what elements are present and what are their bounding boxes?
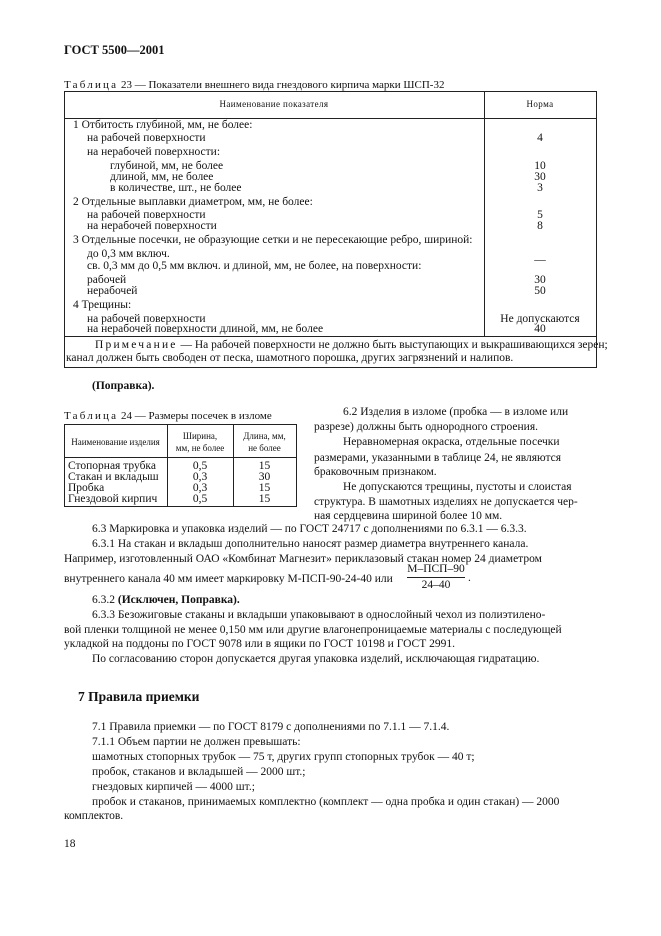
table23-row-value: 4 [537, 132, 543, 144]
table23-row-label: св. 0,3 мм до 0,5 мм включ. и длиной, мм, не более, на поверхности: [87, 260, 422, 272]
table23-row-value: — [534, 254, 546, 266]
paragraph-7-1-1-item: гнездовых кирпичей — 4000 шт.; [92, 781, 255, 793]
table23-row-value: 8 [537, 220, 543, 232]
paragraph-7-1-1-item: шамотных стопорных трубок — 75 т, других групп стопорных трубок — 40 т; [92, 751, 475, 763]
table23-left-border [64, 91, 65, 367]
table23-row-label: 1 Отбитость глубиной, мм, не более: [73, 119, 253, 131]
table24-cell-name: Пробка [68, 482, 105, 494]
table24-cell-width: 0,3 [192, 482, 208, 494]
table24-cell-name: Стопорная трубка [68, 460, 156, 472]
table24-cell-length: 15 [258, 460, 271, 472]
table23-row-label: 2 Отдельные выплавки диаметром, мм, не более: [73, 196, 313, 208]
paragraph-6-2-line: Не допускаются трещины, пустоты и слоистая [343, 481, 572, 493]
table23-col-norm-header: Норма [526, 99, 554, 109]
table24-cell-width: 0,5 [192, 493, 208, 505]
paragraph-6-3-1-line1: 6.3.1 На стакан и вкладыш дополнительно наносят размер диаметра внутреннего канала. [92, 538, 529, 550]
table23-row-value: 40 [534, 323, 546, 335]
fraction-bar [407, 577, 465, 578]
table24-cell-length: 15 [258, 493, 271, 505]
table24-col-name-header: Наименование изделия [71, 437, 160, 447]
table23-row-value: 30 [534, 274, 546, 286]
table23-row-label: до 0,3 мм включ. [87, 248, 170, 260]
paragraph-7-1-1-item: пробок и стаканов, принимаемых комплектно (комплект — одна пробка и один стакан) — 2000 [92, 796, 560, 808]
table23-row-value: Не допускаются [500, 313, 580, 325]
table23-row-value: 5 [537, 209, 543, 221]
table23-note-line1 [95, 339, 608, 352]
paragraph-6-3-1-line3: внутреннего канала 40 мм имеет маркировку М-ПСП-90-24-40 или [64, 573, 393, 585]
paragraph-6-3-1-line2: Например, изготовленный ОАО «Комбинат Магнезит» периклазовый стакан номер 24 диаметром [64, 553, 542, 565]
table23-row-label: 4 Трещины: [73, 299, 132, 311]
table23-note-word: Примечание [95, 339, 178, 351]
table24-caption [64, 410, 272, 423]
table23-row-label: на рабочей поверхности [87, 313, 206, 325]
table23-col-name-header: Наименование показателя [219, 99, 329, 109]
paragraph-6-3-3-line3: укладкой на поддоны по ГОСТ 9078 или в ящики по ГОСТ 10198 и ГОСТ 2991. [64, 638, 455, 650]
table23-row-label: на нерабочей поверхности длиной, мм, не более [87, 323, 324, 335]
paragraph-6-3-2-number: 6.3.2 [92, 594, 115, 606]
table23-note-line2: канал должен быть свободен от песка, шамотного порошка, других загрязнений и налипов. [66, 352, 514, 364]
table24-caption-word: Таблица [64, 410, 119, 422]
table24-header-border [64, 457, 297, 458]
paragraph-7-1-1-item-cont: комплектов. [64, 810, 124, 822]
table24-cell-width: 0,5 [192, 460, 208, 472]
paragraph-6-2-line: размерами, указанными в таблице 24, не являются [314, 452, 562, 464]
table24-cell-length: 15 [258, 482, 271, 494]
table23-row-label: длиной, мм, не более [110, 171, 214, 183]
paragraph-6-2-line: структура. В шамотных изделиях не допускается чер- [314, 496, 578, 508]
table23-row-label: рабочей [87, 274, 127, 286]
table23-row-label: в количестве, шт., не более [110, 182, 242, 194]
paragraph-6-2-line: ная сердцевина шириной более 10 мм. [314, 510, 503, 522]
table23-note-text: — На рабочей поверхности не должно быть выступающих и выкрашивающихся зерен; [177, 339, 608, 351]
table23-row-label: на рабочей поверхности [87, 132, 206, 144]
table24-col-length-header-1: Длина, мм, [243, 431, 286, 441]
document-id: ГОСТ 5500—2001 [64, 43, 165, 57]
fraction-denominator: 24–40 [421, 579, 451, 591]
paragraph-6-2-line: браковочным признаком. [314, 466, 437, 478]
table23-row-value: 10 [534, 160, 546, 172]
paragraph-6-3-3-line2: вой пленки толщиной не менее 0,150 мм или другие влагонепроницаемые материалы с последующей [64, 624, 562, 636]
table23-row-label: нерабочей [87, 285, 138, 297]
table24-cell-width: 0,3 [192, 471, 208, 483]
table24-col-length-header-2: не более [248, 443, 281, 453]
paragraph-7-1-1-item: пробок, стаканов и вкладышей — 2000 шт.; [92, 766, 306, 778]
table23-right-border [596, 91, 597, 367]
paragraph-6-2-line: 6.2 Изделия в изломе (пробка — в изломе или [343, 406, 569, 418]
table23-bottom-border [64, 367, 597, 368]
table23-top-border [64, 91, 597, 92]
table24-bottom-border [64, 506, 297, 507]
paragraph-7-1-1: 7.1.1 Объем партии не должен превышать: [92, 736, 301, 748]
table24-caption-text: 24 — Размеры посечек в изломе [120, 410, 272, 422]
table23-row-label: на нерабочей поверхности [87, 220, 217, 232]
amendment-note: (Поправка). [92, 380, 155, 392]
table23-row-value: 3 [537, 182, 543, 194]
page-number: 18 [64, 838, 76, 850]
table23-row-label: 3 Отдельные посечки, не образующие сетки и не пересекающие ребро, шириной: [73, 234, 473, 246]
paragraph-6-2-line: Неравномерная окраска, отдельные посечки [343, 436, 560, 448]
table24-right-border [296, 424, 297, 506]
table24-col-width-header-2: мм, не более [175, 443, 225, 453]
section-7-heading: 7 Правила приемки [78, 689, 200, 704]
paragraph-6-3-3-line4: По согласованию сторон допускается другая упаковка изделий, исключающая гидратацию. [92, 653, 540, 665]
paragraph-6-3: 6.3 Маркировка и упаковка изделий — по ГОСТ 24717 с дополнениями по 6.3.1 — 6.3.3. [92, 523, 527, 535]
table23-caption-text: 23 — Показатели внешнего вида гнездового кирпича марки ШСП-32 [120, 79, 445, 91]
table23-note-border [64, 336, 597, 337]
paragraph-6-2-line: разрезе) должны быть однородного строения. [314, 421, 538, 433]
table24-cell-name: Гнездовой кирпич [68, 493, 158, 505]
table23-row-label: глубиной, мм, не более [110, 160, 224, 172]
table24-cell-name: Стакан и вкладыш [68, 471, 159, 483]
table23-caption-word: Таблица [64, 79, 119, 91]
fraction-numerator: М–ПСП–90 [407, 563, 465, 575]
paragraph-6-3-2-text: (Исключен, Поправка). [117, 594, 240, 606]
table23-row-value: 50 [534, 285, 546, 297]
table23-row-label: на нерабочей поверхности: [87, 146, 221, 158]
table24-col-width-header-1: Ширина, [182, 431, 218, 441]
paragraph-6-3-2 [92, 594, 240, 607]
fraction-period: . [468, 572, 471, 584]
paragraph-6-3-3-line1: 6.3.3 Безожиговые стаканы и вкладыши упаковывают в однослойный чехол из полиэтилено- [92, 609, 546, 621]
table24-cell-length: 30 [258, 471, 271, 483]
table23-row-label: на рабочей поверхности [87, 209, 206, 221]
table24-top-border [64, 424, 297, 425]
paragraph-7-1: 7.1 Правила приемки — по ГОСТ 8179 с дополнениями по 7.1.1 — 7.1.4. [92, 721, 450, 733]
table23-row-value: 30 [534, 171, 546, 183]
